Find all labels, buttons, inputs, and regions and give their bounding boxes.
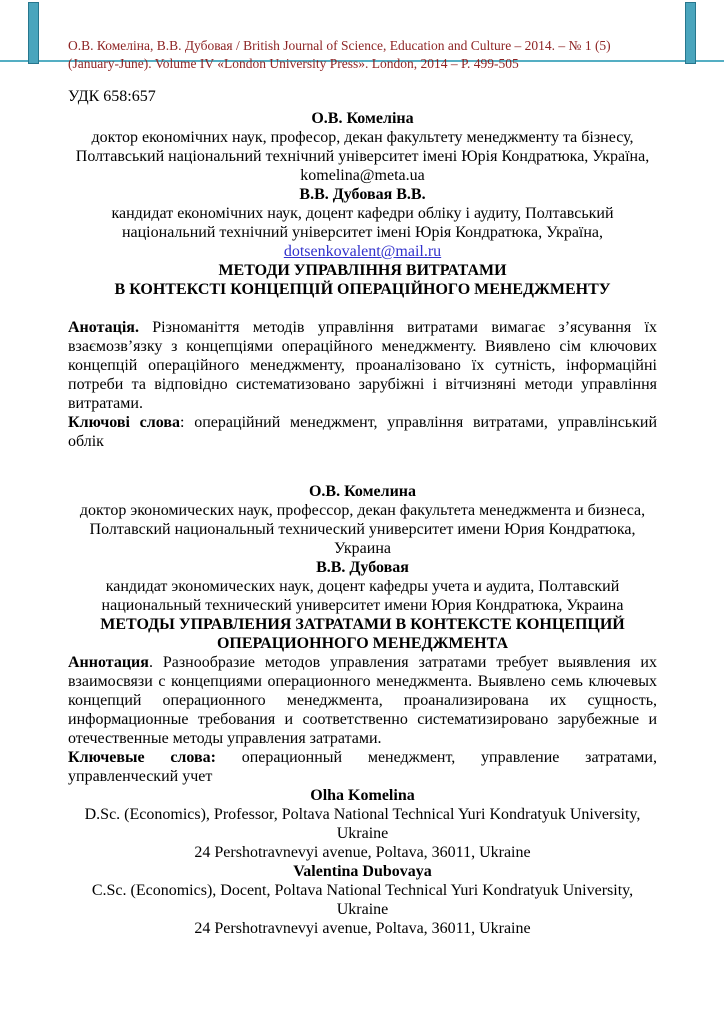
author-affiliation-en-2: C.Sc. (Economics), Docent, Poltava National Technical Yuri Kondratyuk University, Ukraine [91, 882, 634, 918]
author-email-line [68, 242, 657, 261]
keywords-uk-text: : операційний менеджмент, управління витратами, управлінський облік [68, 414, 658, 450]
header-right-tick-bar [685, 2, 696, 64]
article-content [68, 87, 657, 938]
article-title-ru-line1: МЕТОДЫ УПРАВЛЕНИЯ ЗАТРАТАМИ В КОНТЕКСТЕ КОНЦЕПЦИЙ [100, 616, 625, 633]
author-affiliation-ru-1: доктор экономических наук, профессор, декан факультета менеджмента и бизнеса, Полтавский национальный технический университет имени Юрия Кондратюка, Украина [79, 502, 646, 557]
author-affiliation-uk-2: кандидат економічних наук, доцент кафедри обліку і аудиту, Полтавський національний технічний університет імені Юрія Кондратюка, Україна, [111, 205, 614, 241]
header-left-tick-bar [28, 2, 39, 64]
author-address-en-1: 24 Pershotravnevyi avenue, Poltava, 36011, Ukraine [194, 844, 531, 861]
keywords-uk [68, 413, 657, 451]
udc-code: УДК 658:657 [68, 88, 156, 105]
abstract-uk [68, 318, 657, 413]
author-name-ru-2: В.В. Дубовая [316, 559, 409, 576]
article-title-ru-line2: ОПЕРАЦИОННОГО МЕНЕДЖМЕНТА [216, 635, 509, 652]
author-address-en-2: 24 Pershotravnevyi avenue, Poltava, 36011, Ukraine [194, 920, 531, 937]
article-title-uk-line2: В КОНТЕКСТІ КОНЦЕПЦІЙ ОПЕРАЦІЙНОГО МЕНЕДЖМЕНТУ [114, 281, 611, 298]
author-name-en-2: Valentina Dubovaya [293, 863, 432, 880]
author-name-uk-1: О.В. Комеліна [311, 110, 414, 127]
abstract-ru [68, 653, 657, 748]
author-name-ru-1: О.В. Комелина [308, 483, 417, 500]
running-head-citation: О.В. Комеліна, В.В. Дубовая / British Journal of Science, Education and Culture – 2014. – № 1 (5) (January-June). Volume IV «London University Press». London, 2014 – P. 499-505 [68, 38, 611, 71]
abstract-ru-text: . Разнообразие методов управления затратами требует выявления их взаимосвязи с концепциями операционного менеджмента. Выявлено семь ключевых концепций операционного менеджмента, проанализирована их сущность, информационные требования и соответственно систематизировано зарубежные и отечественные методы управления затратами. [68, 654, 657, 747]
abstract-ru-label: Аннотация [68, 654, 149, 671]
article-title-uk-line1: МЕТОДИ УПРАВЛІННЯ ВИТРАТАМИ [218, 262, 507, 279]
author-name-uk-2: В.В. Дубовая В.В. [299, 186, 426, 203]
email-link[interactable]: dotsenkovalent@mail.ru [283, 243, 442, 260]
keywords-ru [68, 748, 657, 786]
author-affiliation-en-1: D.Sc. (Economics), Professor, Poltava National Technical Yuri Kondratyuk University, Ukraine [84, 806, 641, 842]
author-affiliation-ru-2: кандидат экономических наук, доцент кафедры учета и аудита, Полтавский национальный технический университет имени Юрия Кондратюка, Украина [101, 578, 624, 614]
keywords-ru-label: Ключевые слова: [68, 749, 216, 766]
keywords-uk-label: Ключові слова [68, 414, 181, 431]
abstract-uk-label: Анотація. [68, 319, 139, 336]
author-name-en-1: Olha Komelina [310, 787, 415, 804]
keywords-ru-text: операционный менеджмент, управление затратами, управленческий учет [68, 749, 657, 785]
author-affiliation-uk-1: доктор економічних наук, професор, декан факультету менеджменту та бізнесу, Полтавський національний технічний університет імені Юрія Кондратюка, Україна, komelina@meta.ua [75, 129, 650, 184]
abstract-uk-text: Різноманіття методів управління витратами вимагає з’ясування їх взаємозв’язку з концепціями операційного менеджменту. Виявлено сім ключових концепцій операційного менеджменту, проаналізовано їх сутність, інформаційні потреби та відповідно систематизовано зарубіжні і вітчизняні методи управління витратами. [68, 319, 657, 412]
